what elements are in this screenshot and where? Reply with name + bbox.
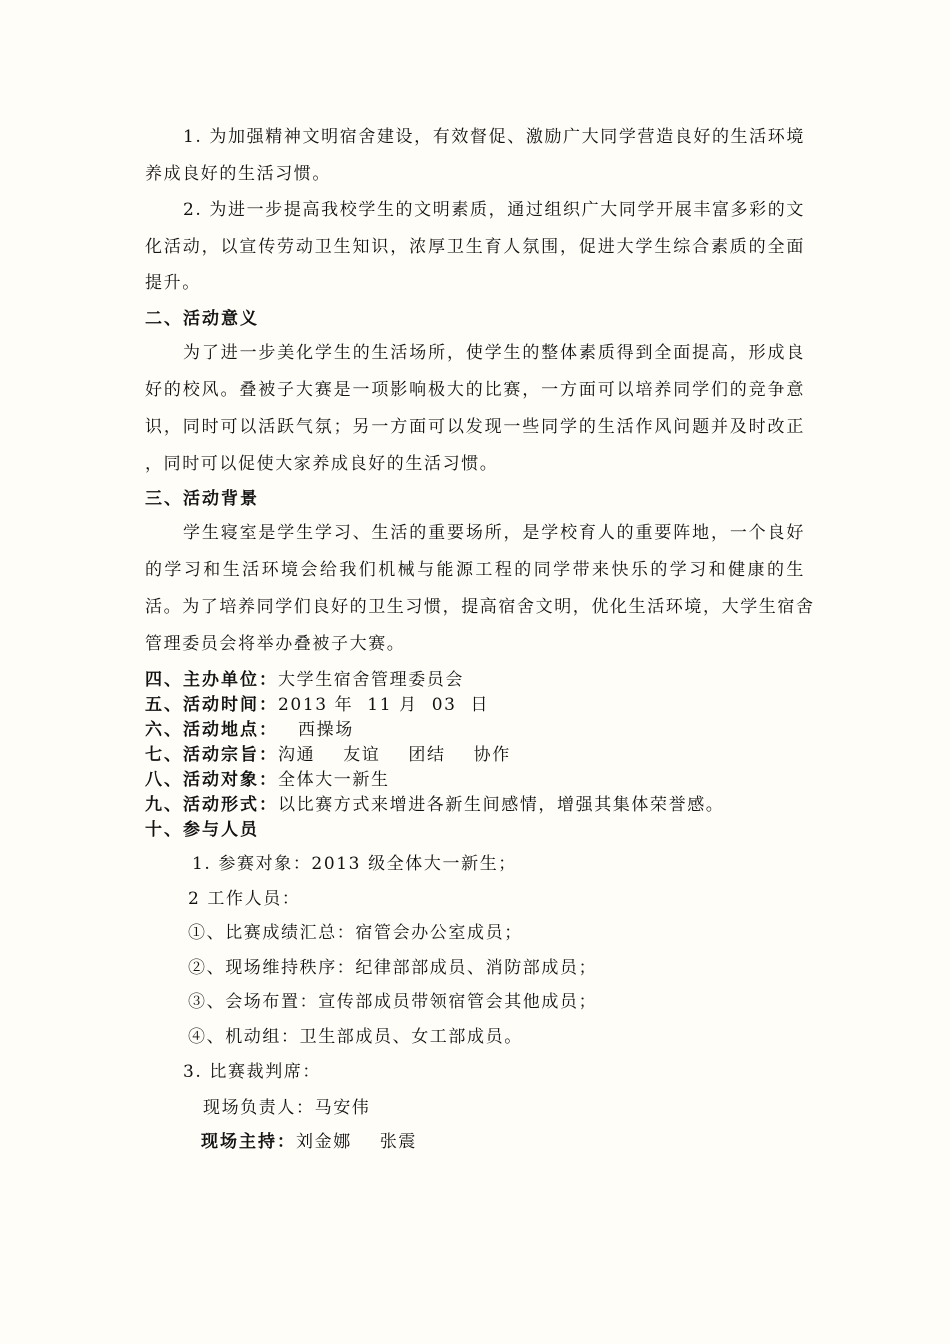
participants-item-2: 2 工作人员： <box>188 889 301 909</box>
participants-item-3: 3. 比赛裁判席： <box>183 1062 322 1082</box>
section-2-line-1: 为了进一步美化学生的生活场所，使学生的整体素质得到全面提高，形成良 <box>183 343 805 363</box>
info-target-label: 八、活动对象： <box>145 770 278 790</box>
section-10-heading: 十、参与人员 <box>145 820 259 840</box>
section-3-line-3: 活。为了培养同学们良好的卫生习惯，提高宿舍文明，优化生活环境，大学生宿舍 <box>145 597 815 617</box>
staff-item-3: ③、会场布置：宣传部成员带领宿管会其他成员； <box>188 992 598 1012</box>
section-3-line-2: 的学习和生活环境会给我们机械与能源工程的同学带来快乐的学习和健康的生 <box>145 560 805 580</box>
section-2-line-2: 好的校风。叠被子大赛是一项影响极大的比赛，一方面可以培养同学们的竞争意 <box>145 380 805 400</box>
host-line <box>201 1131 417 1153</box>
host-label: 现场主持： <box>201 1132 296 1152</box>
section-2-line-4: ，同时可以促使大家养成良好的生活习惯。 <box>145 454 499 474</box>
info-host-unit <box>145 669 464 691</box>
judge-value: 马安伟 <box>314 1098 371 1118</box>
purpose-2-line-1: 2. 为进一步提高我校学生的文明素质，通过组织广大同学开展丰富多彩的文 <box>183 200 805 220</box>
judge-label: 现场负责人： <box>203 1098 315 1118</box>
purpose-1-line-2: 养成良好的生活习惯。 <box>145 164 331 184</box>
purpose-1-line-1: 1. 为加强精神文明宿舍建设，有效督促、激励广大同学营造良好的生活环境 <box>183 127 805 147</box>
host-value-2: 张震 <box>379 1132 418 1152</box>
info-purpose-value-2: 友谊 <box>343 745 381 765</box>
info-format-label: 九、活动形式： <box>145 795 278 815</box>
staff-item-1: ①、比赛成绩汇总：宿管会办公室成员； <box>188 923 523 943</box>
info-location-label: 六、活动地点： <box>145 720 278 740</box>
info-location <box>145 719 354 741</box>
section-3-heading: 三、活动背景 <box>145 489 259 509</box>
info-host-unit-value: 大学生宿舍管理委员会 <box>278 670 464 690</box>
info-purpose <box>145 744 511 766</box>
info-purpose-value-1: 沟通 <box>278 745 316 765</box>
host-value-1: 刘金娜 <box>296 1132 352 1152</box>
info-format <box>145 794 724 816</box>
info-host-unit-label: 四、主办单位： <box>145 670 278 690</box>
info-target-value: 全体大一新生 <box>278 770 390 790</box>
info-time-label: 五、活动时间： <box>145 695 278 715</box>
info-purpose-value-3: 团结 <box>408 745 446 765</box>
purpose-2-line-3: 提升。 <box>145 273 201 293</box>
staff-item-2: ②、现场维持秩序：纪律部部成员、消防部成员； <box>188 958 598 978</box>
judge-line <box>203 1097 370 1119</box>
purpose-2-line-2: 化活动，以宣传劳动卫生知识，浓厚卫生育人氛围，促进大学生综合素质的全面 <box>145 237 805 257</box>
info-format-value: 以比赛方式来增进各新生间感情，增强其集体荣誉感。 <box>278 795 725 815</box>
staff-item-4: ④、机动组：卫生部成员、女工部成员。 <box>188 1027 523 1047</box>
section-2-heading: 二、活动意义 <box>145 309 259 329</box>
info-target <box>145 769 390 791</box>
info-time-value: 2013 年 11 月 03 日 <box>278 695 490 715</box>
info-purpose-label: 七、活动宗旨： <box>145 745 278 765</box>
section-3-line-1: 学生寝室是学生学习、生活的重要场所，是学校育人的重要阵地，一个良好 <box>183 523 805 543</box>
info-location-value: 西操场 <box>298 720 354 740</box>
info-purpose-value-4: 协作 <box>473 745 511 765</box>
section-2-line-3: 识，同时可以活跃气氛；另一方面可以发现一些同学的生活作风问题并及时改正 <box>145 417 805 437</box>
section-3-line-4: 管理委员会将举办叠被子大赛。 <box>145 634 406 654</box>
participants-item-1: 1. 参赛对象：2013 级全体大一新生； <box>192 854 517 874</box>
info-time <box>145 694 489 716</box>
